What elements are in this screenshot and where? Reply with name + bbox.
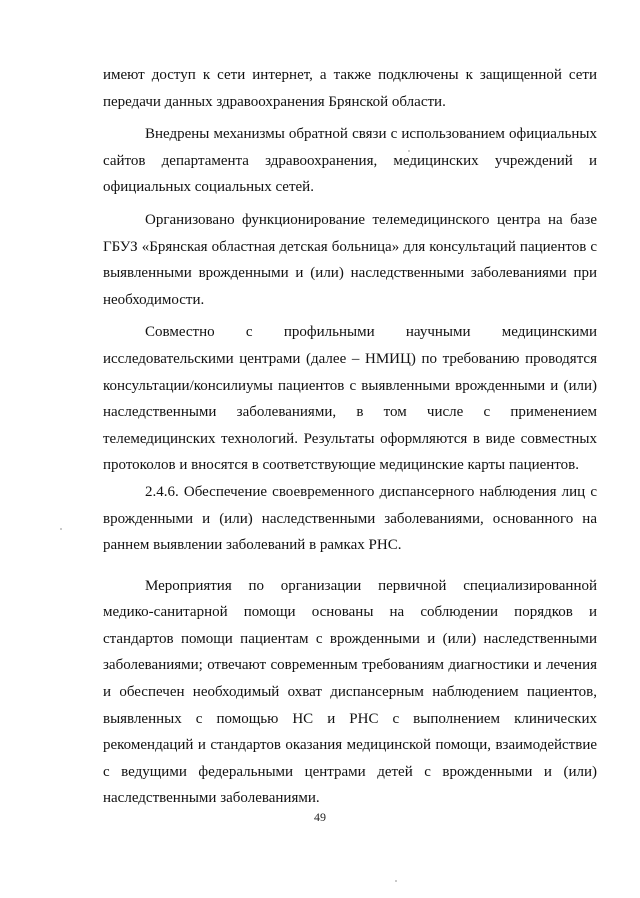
paragraph-primary-care-measures: Мероприятия по организации первичной специализированной медико-санитарной помощи основаны на соблюдении порядков и стандартов помощи пациентам с врожденными и (или) наследственными заболеваниями; отвечают современным требованиям диагностики и лечения и обеспечен необходимый охват диспансерным наблюдением пациентов, выявленных с помощью НС и РНС с выполнением клинических рекомендаций и стандартов оказания медицинской помощи, взаимодействие с ведущими федеральными центрами детей с врожденными и (или) наследственными заболеваниями. xyxy=(103,577,597,807)
paragraph-feedback-mechanisms: Внедрены механизмы обратной связи с использованием официальных сайтов департамента здравоохранения, медицинских учреждений и официальных социальных сетей. xyxy=(103,126,597,196)
body-text xyxy=(103,62,597,812)
scan-speck xyxy=(395,880,397,882)
scan-speck xyxy=(408,150,410,152)
paragraph-internet-access: имеют доступ к сети интернет, а также подключены к защищенной сети передачи данных здравоохранения Брянской области. xyxy=(103,67,597,110)
page-number: 49 xyxy=(314,810,326,824)
scan-speck xyxy=(60,528,62,530)
paragraph-nmic-consultations: Совместно с профильными научными медицинскими исследовательскими центрами (далее – НМИЦ) по требованию проводятся консультации/консилиумы пациентов с выявленными врожденными и (или) наследственными заболеваниями, в том числе с применением телемедицинских технологий. Результаты оформляются в виде совместных протоколов и вносятся в соответствующие медицинские карты пациентов. xyxy=(103,324,597,474)
paragraph-telemedicine-center: Организовано функционирование телемедицинского центра на базе ГБУЗ «Брянская областная детская больница» для консультаций пациентов с выявленными врожденными и (или) наследственными заболеваниями при необходимости. xyxy=(103,211,597,308)
section-heading-2-4-6: 2.4.6. Обеспечение своевременного диспансерного наблюдения лиц с врожденными и (или) наследственными заболеваниями, основанного на раннем выявлении заболеваний в рамках РНС. xyxy=(103,483,597,554)
